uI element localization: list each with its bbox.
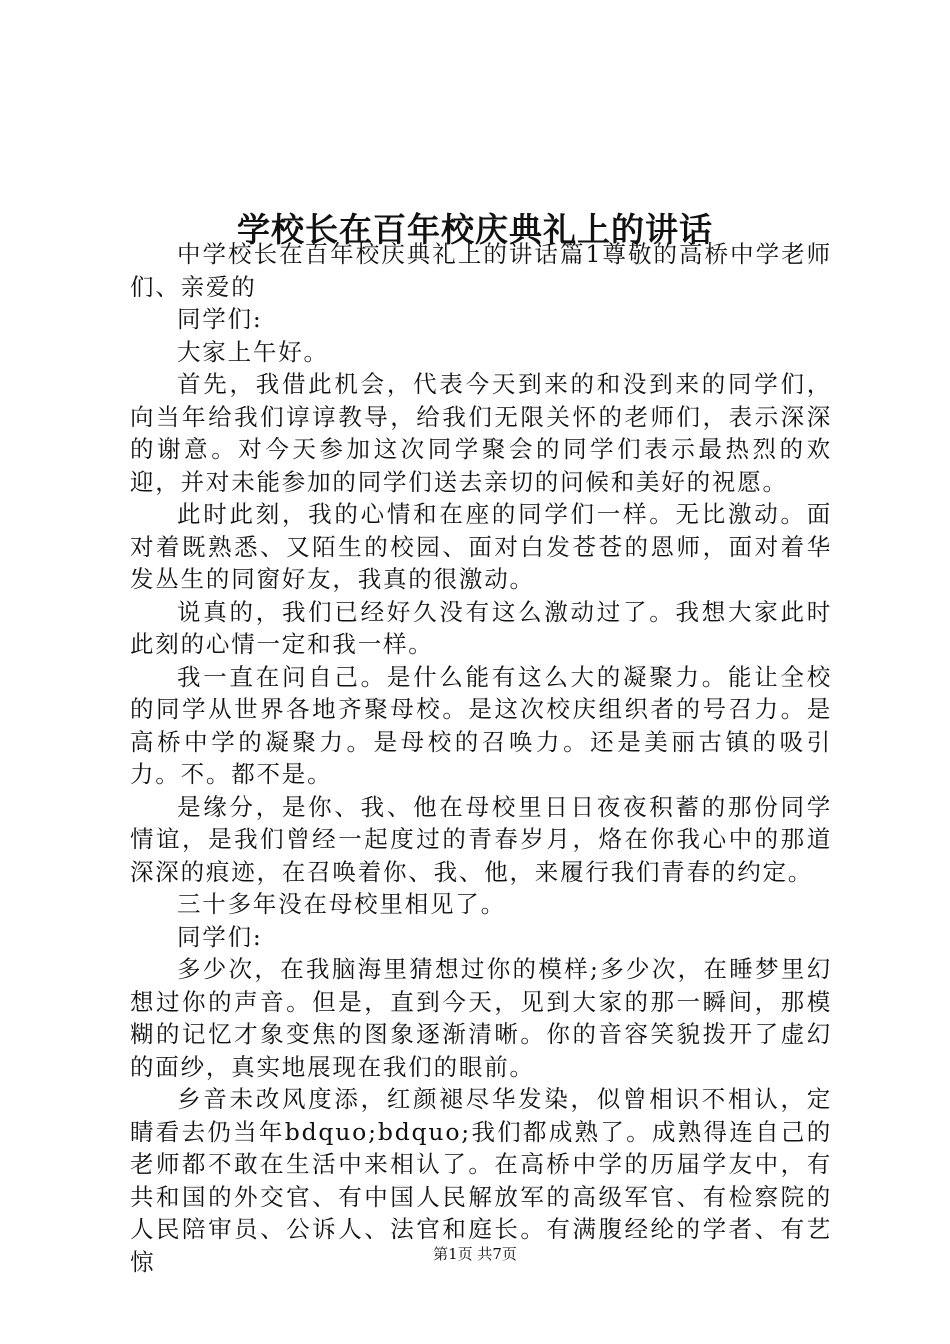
paragraph: 大家上午好。 [177, 337, 329, 366]
paragraph: 此时此刻，我的心情和在座的同学们一样。无比激动。面对着既熟悉、又陌生的校园、面对白发苍苍的恩师，面对着华发丛生的同窗好友，我真的很激动。 [130, 500, 832, 593]
paragraph: 首先，我借此机会，代表今天到来的和没到来的同学们，向当年给我们谆谆教导，给我们无限关怀的老师们，表示深深的谢意。对今天参加这次同学聚会的同学们表示最热烈的欢迎，并对未能参加的同学们送去亲切的问候和美好的祝愿。 [130, 370, 832, 496]
page-footer [0, 1244, 950, 1264]
paragraph: 同学们: [177, 922, 263, 951]
paragraph: 乡音未改风度添，红颜褪尽华发染，似曾相识不相认，定睛看去仍当年bdquo;bdquo;我们都成熟了。成熟得连自己的老师都不敢在生活中来相认了。在高桥中学的历届学友中，有共和国的外交官、有中国人民解放军的高级军官、有检察院的人民陪审员、公诉人、法官和庭长。有满腹经纶的学者、有艺惊 [130, 1085, 832, 1276]
paragraph: 中学校长在百年校庆典礼上的讲话篇1尊敬的高桥中学老师们、亲爱的 [130, 240, 832, 301]
paragraph: 说真的，我们已经好久没有这么激动过了。我想大家此时此刻的心情一定和我一样。 [130, 597, 832, 658]
document-title: 学校长在百年校庆典礼上的讲话 [237, 210, 713, 250]
paragraph: 三十多年没在母校里相见了。 [177, 890, 506, 918]
paragraph: 我一直在问自己。是什么能有这么大的凝聚力。能让全校的同学从世界各地齐聚母校。是这次校庆组织者的号召力。是高桥中学的凝聚力。是母校的召唤力。还是美丽古镇的吸引力。不。都不是。 [130, 662, 832, 788]
document-body [130, 238, 832, 1278]
page-number: 第1页 共7页 [433, 1245, 517, 1263]
paragraph: 同学们: [177, 305, 263, 333]
paragraph: 多少次，在我脑海里猜想过你的模样;多少次，在睡梦里幻想过你的声音。但是，直到今天，见到大家的那一瞬间，那模糊的记忆才象变焦的图象逐渐清晰。你的音容笑貌拨开了虚幻的面纱，真实地展现在我们的眼前。 [130, 955, 832, 1081]
paragraph: 是缘分，是你、我、他在母校里日日夜夜积蓄的那份同学情谊，是我们曾经一起度过的青春岁月，烙在你我心中的那道深深的痕迹，在召唤着你、我、他，来履行我们青春的约定。 [130, 792, 832, 886]
